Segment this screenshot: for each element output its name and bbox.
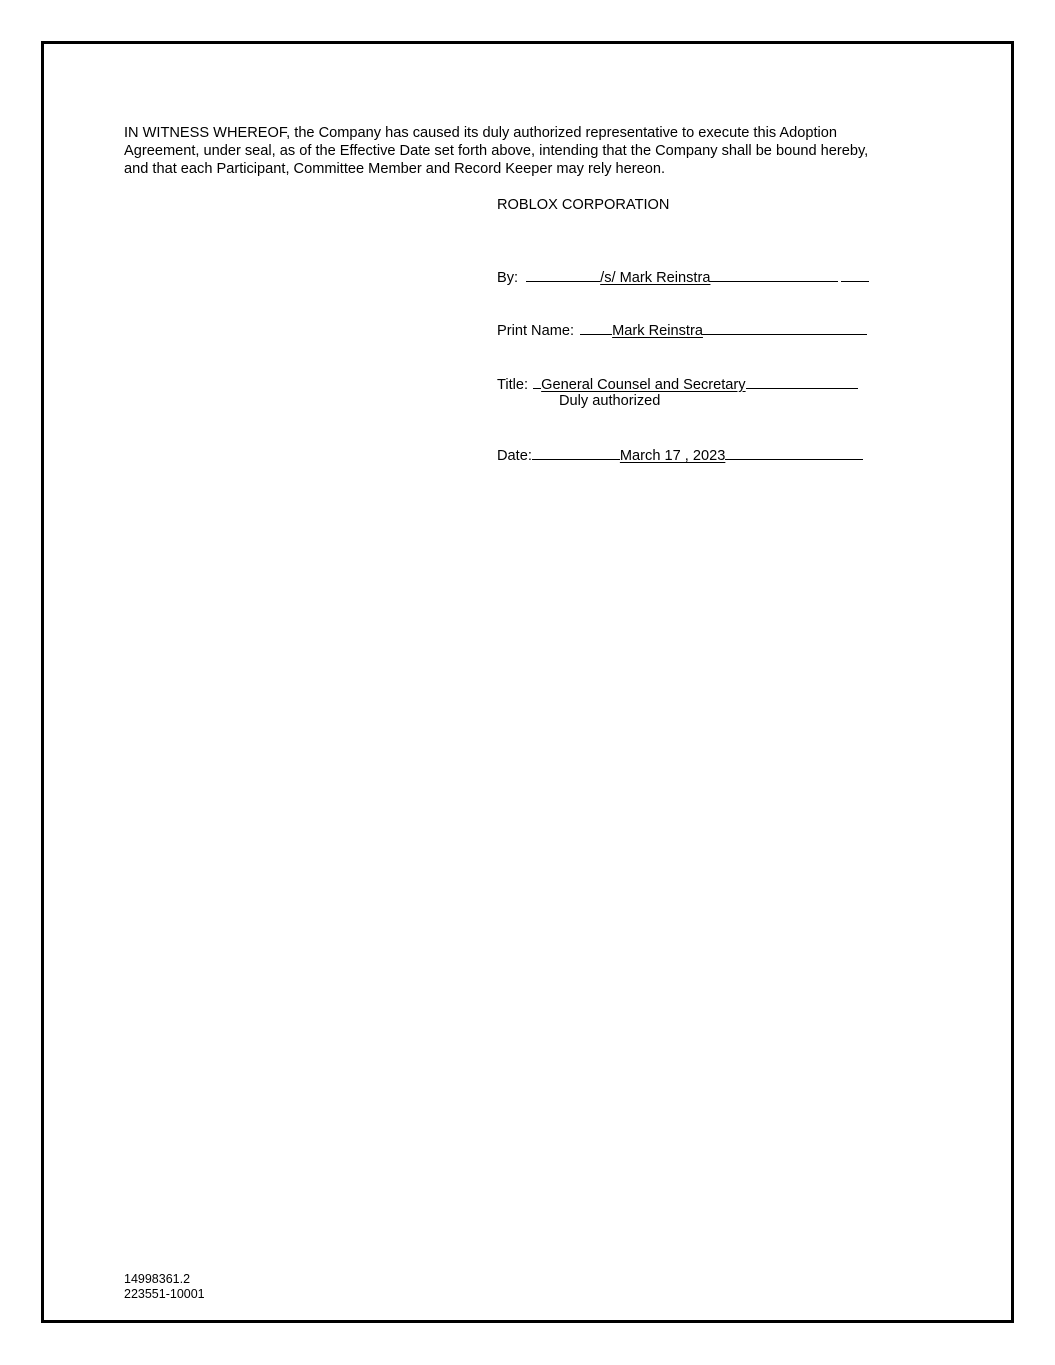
witness-paragraph <box>124 124 924 178</box>
footer-doc-number: 14998361.2 <box>124 1272 191 1286</box>
title-value: General Counsel and Secretary <box>541 377 746 393</box>
by-label: By: <box>497 270 519 286</box>
title-label: Title: <box>497 377 529 393</box>
title-line <box>497 374 858 394</box>
date-value: March 17 , 2023 <box>619 448 726 464</box>
footer-matter-number: 223551-10001 <box>124 1287 205 1301</box>
by-signature: /s/ Mark Reinstra <box>600 270 711 286</box>
witness-line-3: and that each Participant, Committee Member and Record Keeper may rely hereon. <box>124 161 666 177</box>
by-blank-left <box>526 267 600 282</box>
title-blank-left <box>533 374 541 389</box>
print-name-value: Mark Reinstra <box>612 323 703 339</box>
print-name-line <box>497 320 867 340</box>
page-border <box>41 41 1014 1323</box>
date-label: Date: <box>497 448 532 464</box>
witness-line-2: Agreement, under seal, as of the Effective Date set forth above, intending that the Company shall be bound hereby, <box>124 143 869 159</box>
company-name: ROBLOX CORPORATION <box>497 197 670 213</box>
title-note: Duly authorized <box>559 393 661 409</box>
date-line <box>497 445 863 465</box>
by-blank-tail <box>841 267 869 282</box>
print-name-blank-right <box>703 320 867 335</box>
footer-doc-ids <box>124 1272 205 1302</box>
by-line <box>497 267 869 287</box>
by-blank-right <box>710 267 838 282</box>
print-name-blank-left <box>580 320 612 335</box>
title-blank-right <box>746 374 858 389</box>
date-blank-right <box>725 445 863 460</box>
print-name-label: Print Name: <box>497 323 575 339</box>
witness-line-1: IN WITNESS WHEREOF, the Company has caused its duly authorized representative to execute this Adoption <box>124 125 837 141</box>
date-blank-left <box>532 445 620 460</box>
